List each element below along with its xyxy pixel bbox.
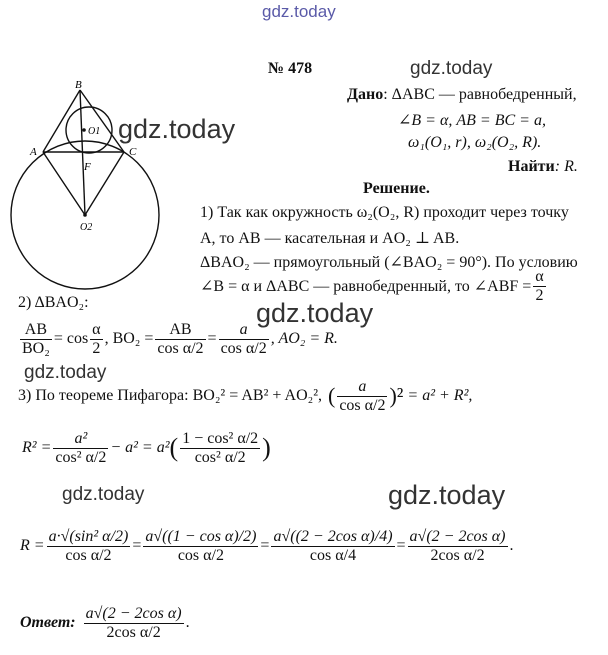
label-c: C	[129, 146, 137, 158]
watermark: gdz.today	[24, 362, 107, 383]
fraction-a2-cos2	[53, 430, 108, 467]
numerator: 1 − cos² α/2	[182, 429, 259, 447]
answer-line	[20, 596, 190, 650]
find-text: : R.	[554, 158, 578, 175]
paren-close: )	[262, 433, 271, 462]
watermark: gdz.today	[410, 58, 493, 79]
fraction-a-cos	[337, 378, 387, 415]
period: .	[509, 537, 514, 554]
equals-sign: =	[207, 330, 217, 347]
equals-sign: =	[260, 537, 270, 554]
denominator: cos α/4	[309, 546, 357, 564]
fraction-step-1	[47, 528, 131, 565]
denominator: cos α/2	[65, 546, 112, 564]
geometry-figure	[4, 80, 174, 320]
given-line-2: ∠B = α, AB = BC = a,	[398, 112, 546, 129]
paren-open: (	[169, 433, 179, 462]
label-o2: O2	[80, 222, 93, 233]
step3-line-1	[18, 370, 472, 422]
numerator: a√((2 − 2cos α)/4)	[273, 527, 393, 545]
answer-fraction	[84, 605, 184, 642]
fraction-ab-cos	[155, 321, 205, 358]
solution-heading: Решение.	[363, 180, 430, 197]
ao2-equals-r: , AO₂ = R.	[270, 330, 338, 347]
step2-equation	[18, 318, 338, 360]
numerator: a	[219, 321, 269, 340]
fraction-step-3	[271, 528, 394, 565]
fraction-a-cos	[219, 321, 269, 358]
step1-line-4	[200, 266, 548, 306]
numerator: α	[535, 267, 544, 285]
given-line-3: ω₁(O₁, r), ω₂(O₂, R).	[408, 134, 542, 151]
denominator: cos α/2	[220, 339, 267, 357]
equals-sign: =	[396, 537, 406, 554]
period: .	[185, 614, 190, 631]
point-o2	[83, 213, 87, 217]
watermark: gdz.today	[118, 114, 236, 144]
radius-ao2	[43, 152, 85, 215]
numerator: a	[337, 378, 387, 397]
numerator: AB	[20, 321, 52, 340]
watermark-top: gdz.today	[262, 2, 336, 21]
equals-cos: = cos	[53, 330, 89, 347]
fraction-alpha-half	[533, 268, 545, 305]
fraction-ab-bo2	[20, 321, 52, 358]
denominator: 2	[535, 286, 544, 304]
watermark: gdz.today	[62, 484, 145, 505]
r-squared: R² =	[22, 439, 52, 456]
paren-close: )²	[389, 383, 404, 408]
denominator: cos α/2	[339, 396, 386, 414]
step3-tail: = a² + R²,	[407, 387, 473, 404]
denominator: 2	[92, 339, 101, 357]
step2-label: 2) ΔBAO₂:	[18, 294, 89, 311]
side-ab	[43, 90, 80, 152]
watermark: gdz.today	[388, 480, 506, 510]
fraction-alpha-half	[90, 321, 102, 358]
equals-sign: =	[132, 537, 142, 554]
denominator: BO₂	[22, 339, 50, 357]
numerator: a²	[53, 430, 108, 449]
step3-line-2	[22, 418, 271, 478]
given-line-1	[347, 86, 577, 104]
denominator: cos² α/2	[194, 448, 246, 466]
denominator: 2cos α/2	[106, 623, 161, 641]
answer-colon: :	[70, 614, 76, 631]
given-text-1: : ΔABC — равнобедренный,	[383, 86, 577, 103]
step1-line-4-text: ∠B = α и ΔABC — равнобедренный, то ∠ABF =	[200, 278, 532, 295]
step1-line-1: 1) Так как окружность ω₂(O₂, R) проходит через точку	[200, 204, 569, 221]
find-label: Найти	[508, 158, 555, 175]
label-b: B	[75, 80, 82, 91]
numerator: a·√(sin² α/2)	[48, 527, 129, 545]
numerator: a√(2 − 2cos α)	[85, 604, 182, 622]
label-f: F	[84, 161, 91, 173]
numerator: a√((1 − cos α)/2)	[145, 527, 257, 545]
denominator: 2cos α/2	[430, 546, 485, 564]
numerator: α	[92, 320, 101, 338]
fraction-inner	[180, 430, 260, 467]
radius-co2	[85, 152, 124, 215]
numerator: AB	[155, 321, 205, 340]
step1-line-3: ΔBAO₂ — прямоугольный (∠BAO₂ = 90°). По условию	[200, 254, 578, 271]
fraction-step-4	[408, 528, 508, 565]
step1-line-2: A, то AB — касательная и AO₂ ⊥ AB.	[200, 230, 460, 247]
label-a: A	[30, 146, 37, 158]
paren-open: (	[328, 383, 336, 408]
final-equation	[20, 506, 514, 586]
r-equals: R =	[20, 537, 45, 554]
problem-number: № 478	[268, 60, 313, 77]
watermark: gdz.today	[256, 298, 374, 328]
numerator: a√(2 − 2cos α)	[409, 527, 506, 545]
given-label: Дано	[347, 86, 384, 103]
step3-text: 3) По теореме Пифагора: BO₂² = AB² + AO₂²,	[18, 387, 322, 404]
find-line	[508, 158, 578, 176]
point-o1	[82, 128, 86, 132]
denominator: cos² α/2	[55, 448, 107, 466]
minus-a2: − a² = a²	[110, 439, 170, 456]
fraction-step-2	[143, 528, 258, 565]
denominator: cos α/2	[157, 339, 204, 357]
answer-label: Ответ	[20, 614, 71, 631]
denominator: cos α/2	[177, 546, 224, 564]
bo2-equals: , BO₂ =	[104, 330, 154, 347]
label-o1: O1	[88, 126, 101, 137]
